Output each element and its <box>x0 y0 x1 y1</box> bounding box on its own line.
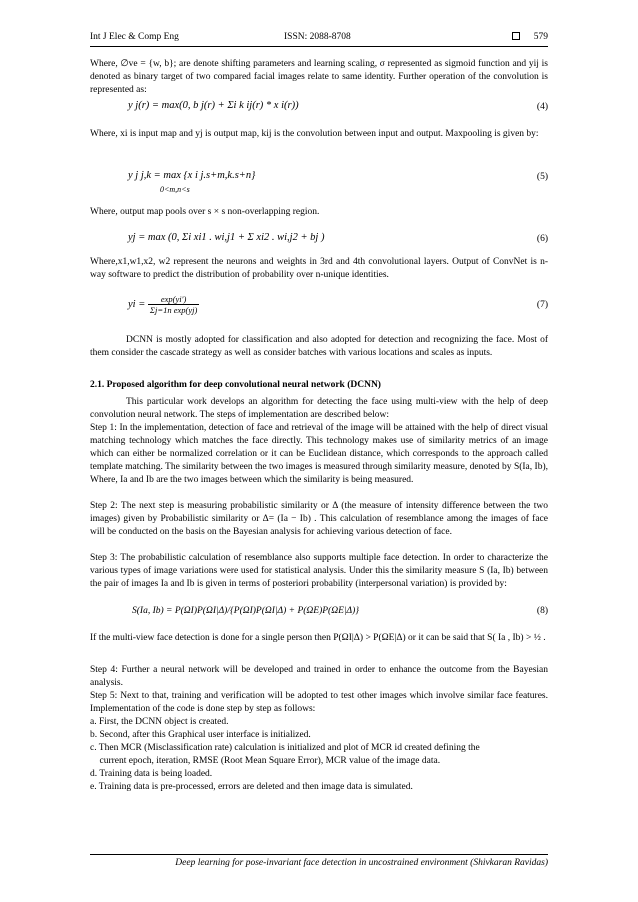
equation-number: (7) <box>536 300 548 310</box>
step-1: Step 1: In the implementation, detection of face and retrieval of the image will be attained with the help of direct visual matching technology which matches the face directly. This technology makes use of similarity metrics of an image which can either be normalized correlation or it can be Euclidean distance, which corresponds to the approach called template matching. The similarity between the two images is measured through similarity measure, denoted by S(Ia, Ib), Where, Ia and Ib are the two images between which the similarity is being measured. <box>90 423 548 485</box>
checkbox-square-icon <box>512 32 520 40</box>
list-item: d. Training data is being loaded. <box>90 769 213 779</box>
paragraph: Where, xi is input map and yj is output map, kij is the convolution between input and output. Maxpooling is given by: <box>90 129 539 139</box>
equation-5-subscript: 0<m,n<s <box>160 185 190 194</box>
equation-7-lhs: yi = <box>128 298 146 310</box>
list-item: c. Then MCR (Misclassification rate) calculation is initialized and plot of MCR id created defining the <box>90 743 480 753</box>
equation-8: S(Ia, Ib) = P(ΩI)P(ΩI|Δ)/{P(ΩI)P(ΩI|Δ) + P(ΩE)P(ΩE|Δ)} <box>132 606 360 616</box>
running-header <box>90 30 548 47</box>
running-footer: Deep learning for pose-invariant face detection in uncostrained environment (Shivkaran Ravidas) <box>90 854 548 868</box>
paragraph: Where, ∅ve = {w, b}; are denote shifting parameters and learning scaling, σ represented as sigmoid function and yij is denoted as binary target of two compared facial images relate to same identity. Further operation of the convolution is represented as: <box>90 59 548 95</box>
list-item: a. First, the DCNN object is created. <box>90 717 229 727</box>
step-3: Step 3: The probabilistic calculation of resemblance also supports multiple face detection. In order to characterize the various types of image variations were used for statistical analysis. Under this the similarity measure S (Ia, Ib) between the pair of images Ia and Ib is given in terms of posteriori probability (interpersonal variation) is provided by: <box>90 553 548 589</box>
equation-number: (8) <box>536 606 548 616</box>
list-item: current epoch, iteration, RMSE (Root Mean Square Error), MCR value of the image data. <box>90 756 441 766</box>
section-heading: 2.1. Proposed algorithm for deep convolutional neural network (DCNN) <box>90 380 381 390</box>
equation-4: y j(r) = max(0, b j(r) + Σi k ij(r) * x i(r)) <box>128 100 299 111</box>
step-4: Step 4: Further a neural network will be developed and trained in order to enhance the outcome from the Bayesian analysis. <box>90 665 548 688</box>
equation-number: (6) <box>536 234 548 244</box>
journal-name: Int J Elec & Comp Eng <box>90 32 179 42</box>
equation-7-fraction <box>148 294 199 315</box>
paragraph: DCNN is mostly adopted for classification and also adopted for detection and recognizing the face. Most of them consider the cascade strategy as well as consider batches with various locations and scales as inputs. <box>90 335 548 358</box>
equation-7-denominator: Σj=1n exp(yj) <box>149 305 198 315</box>
step-5: Step 5: Next to that, training and verification will be adopted to test other images which involve similar face features. Implementation of the code is done step by step as follows: <box>90 691 548 714</box>
equation-number: (4) <box>536 102 548 112</box>
equation-7-numerator: exp(yi') <box>148 294 199 305</box>
issn: ISSN: 2088-8708 <box>284 32 351 42</box>
equation-7 <box>128 294 199 315</box>
paragraph: Where, output map pools over s × s non-overlapping region. <box>90 207 320 217</box>
list-item: e. Training data is pre-processed, errors are deleted and then image data is simulated. <box>90 782 413 792</box>
equation-number: (5) <box>536 172 548 182</box>
equation-6: yj = max (0, Σi xi1 . wi,j1 + Σ xi2 . wi,j2 + bj ) <box>128 232 325 243</box>
step-2: Step 2: The next step is measuring probabilistic similarity or Δ (the measure of intensity difference between the two images) given by Probabilistic similarity or Δ= (Ia − Ib) . This calculation of resemblance among the images of face will be conducted on the basis on the Bayesian analysis for achieving various detection of face. <box>90 501 548 537</box>
paragraph: Where,x1,w1,x2, w2 represent the neurons and weights in 3rd and 4th convolutional layers. Output of ConvNet is n-way software to predict the distribution of probability over n-unique identities. <box>90 257 548 280</box>
paragraph: This particular work develops an algorithm for detecting the face using multi-view with the help of deep convolution neural network. The steps of implementation are described below: <box>90 397 548 420</box>
page-number: 579 <box>533 32 548 42</box>
paragraph: If the multi-view face detection is done for a single person then P(ΩI|Δ) > P(ΩE|Δ) or it can be said that S( Ia , Ib) > ½ . <box>90 633 546 643</box>
list-item: b. Second, after this Graphical user interface is initialized. <box>90 730 311 740</box>
equation-5: y j j,k = max {x i j.s+m,k.s+n} <box>128 170 256 181</box>
